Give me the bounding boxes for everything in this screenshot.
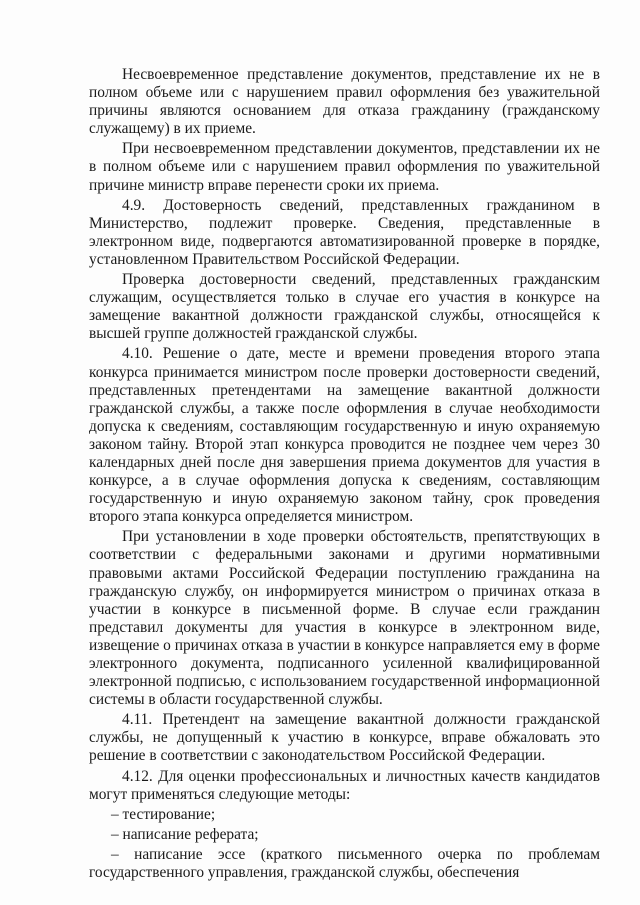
paragraph-4-11-appeal: 4.11. Претендент на замещение вакантной должности гражданской службы, не допущенный к участию в конкурсе, вправе обжаловать это решение в соответствии с законодательством Российской Федерации.: [89, 711, 600, 765]
paragraph-late-submission-refusal: Несвоевременное представление документов, представление их не в полном объеме или с нарушением правил оформления без уважительной причины являются основанием для отказа гражданину (гражданскому служащему) в их приеме.: [89, 66, 600, 138]
list-item-essay: – написание эссе (краткого письменного очерка по проблемам государственного управления, гражданской службы, обеспечения: [89, 845, 600, 882]
paragraph-civil-servant-verification: Проверка достоверности сведений, представленных гражданским служащим, осуществляется только в случае его участия в конкурсе на замещение вакантной должности гражданской службы, относящейся к высшей группе должностей гражданской службы.: [89, 271, 600, 343]
paragraph-late-submission-valid-reason: При несвоевременном представлении документов, представлении их не в полном объеме или с нарушением правил оформления по уважительной причине министр вправе перенести сроки их приема.: [89, 140, 600, 194]
document-body: [89, 66, 600, 882]
list-item-testing: – тестирование;: [111, 805, 216, 823]
paragraph-4-12-assessment-methods: 4.12. Для оценки профессиональных и личностных качеств кандидатов могут применяться следующие методы:: [89, 767, 600, 803]
paragraph-4-10-second-stage: 4.10. Решение о дате, месте и времени проведения второго этапа конкурса принимается министром после проверки достоверности сведений, представленных претендентами на замещение вакантной должности гражданской службы, а также после оформления в случае необходимости допуска к сведениям, составляющим государственную и иную охраняемую законом тайну. Второй этап конкурса проводится не позднее чем через 30 календарных дней после дня завершения приема документов для участия в конкурсе, а в случае оформления допуска к сведениям, составляющим государственную и иную охраняемую законом тайну, срок проведения второго этапа конкурса определяется министром.: [89, 345, 600, 526]
paragraph-4-9-verification: 4.9. Достоверность сведений, представленных гражданином в Министерство, подлежит проверке. Сведения, представленные в электронном виде, подвергаются автоматизированной проверке в порядке, установленном Правительством Российской Федерации.: [89, 196, 600, 268]
paragraph-refusal-notification: При установлении в ходе проверки обстоятельств, препятствующих в соответствии с федеральными законами и другими нормативными правовыми актами Российской Федерации поступлению гражданина на гражданскую службу, он информируется министром о причинах отказа в участии в конкурсе в письменной форме. В случае если гражданин представил документы для участия в конкурсе в электронном виде, извещение о причинах отказа в участии в конкурсе направляется ему в форме электронного документа, подписанного усиленной квалифицированной электронной подписью, с использованием государственной информационной системы в области государственной службы.: [89, 528, 600, 709]
list-item-report: – написание реферата;: [111, 825, 259, 843]
